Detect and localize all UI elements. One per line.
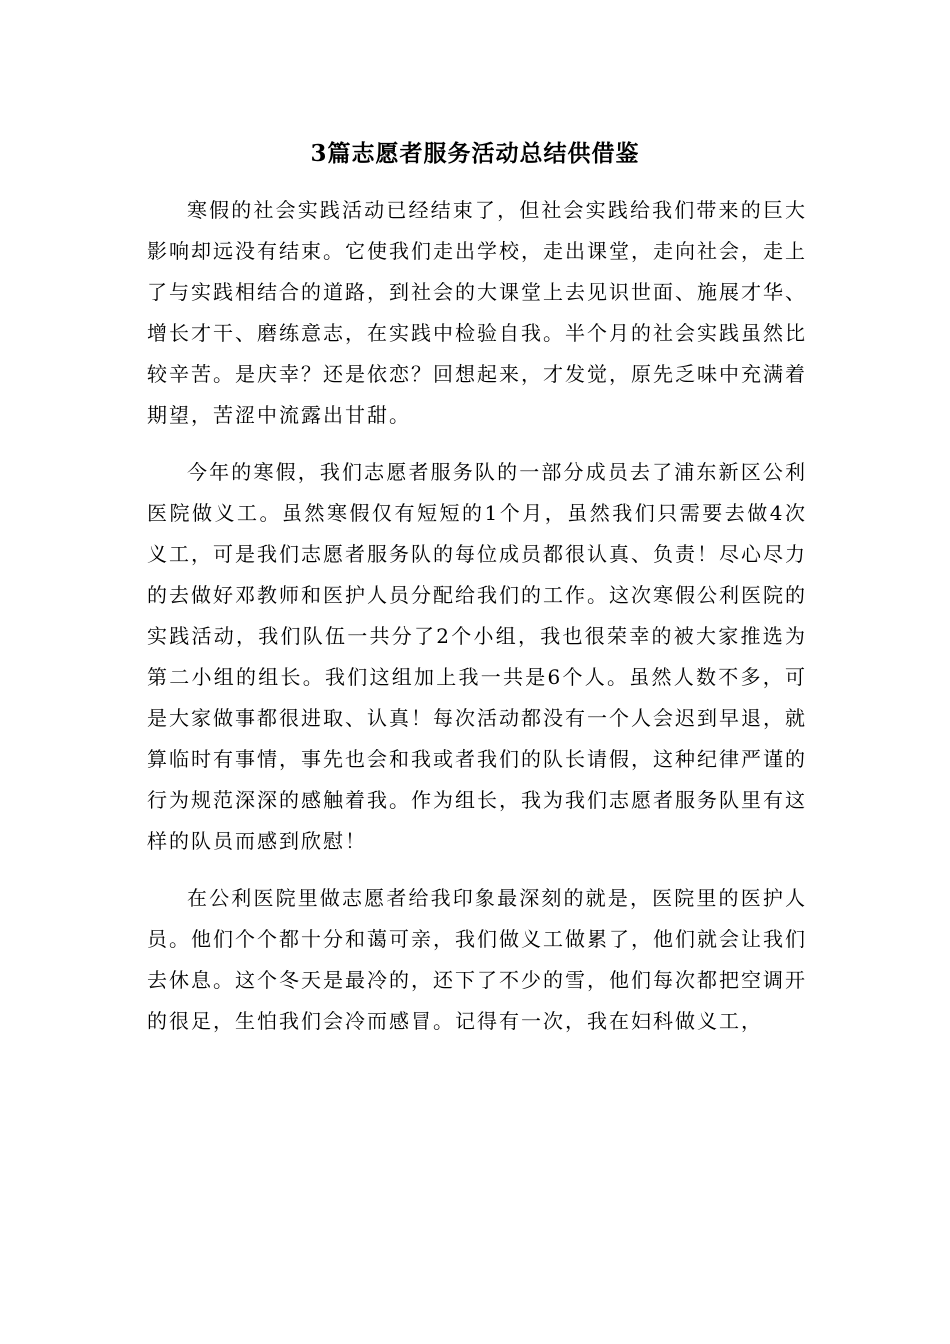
paragraph-2: 今年的寒假，我们志愿者服务队的一部分成员去了浦东新区公利医院做义工。虽然寒假仅有短短的1个月，虽然我们只需要去做4次义工，可是我们志愿者服务队的每位成员都很认真、负责！尽心尽力的去做好邓教师和医护人员分配给我们的工作。这次寒假公利医院的实践活动，我们队伍一共分了2个小组，我也很荣幸的被大家推选为第二小组的组长。我们这组加上我一共是6个人。虽然人数不多，可是大家做事都很进取、认真！每次活动都没有一个人会迟到早退，就算临时有事情，事先也会和我或者我们的队长请假，这种纪律严谨的行为规范深深的感触着我。作为组长，我为我们志愿者服务队里有这样的队员而感到欣慰！ bbox=[147, 460, 807, 853]
paragraph-3: 在公利医院里做志愿者给我印象最深刻的就是，医院里的医护人员。他们个个都十分和蔼可亲，我们做义工做累了，他们就会让我们去休息。这个冬天是最冷的，还下了不少的雪，他们每次都把空调开的很足，生怕我们会冷而感冒。记得有一次，我在妇科做义工， bbox=[147, 886, 807, 1033]
document-title: 3篇志愿者服务活动总结供借鉴 bbox=[310, 140, 640, 167]
document-body bbox=[147, 190, 807, 1058]
paragraph-1: 寒假的社会实践活动已经结束了，但社会实践给我们带来的巨大影响却远没有结束。它使我们走出学校，走出课堂，走向社会，走上了与实践相结合的道路，到社会的大课堂上去见识世面、施展才华、增长才干、磨练意志，在实践中检验自我。半个月的社会实践虽然比较辛苦。是庆幸？还是依恋？回想起来，才发觉，原先乏味中充满着期望，苦涩中流露出甘甜。 bbox=[147, 198, 807, 427]
